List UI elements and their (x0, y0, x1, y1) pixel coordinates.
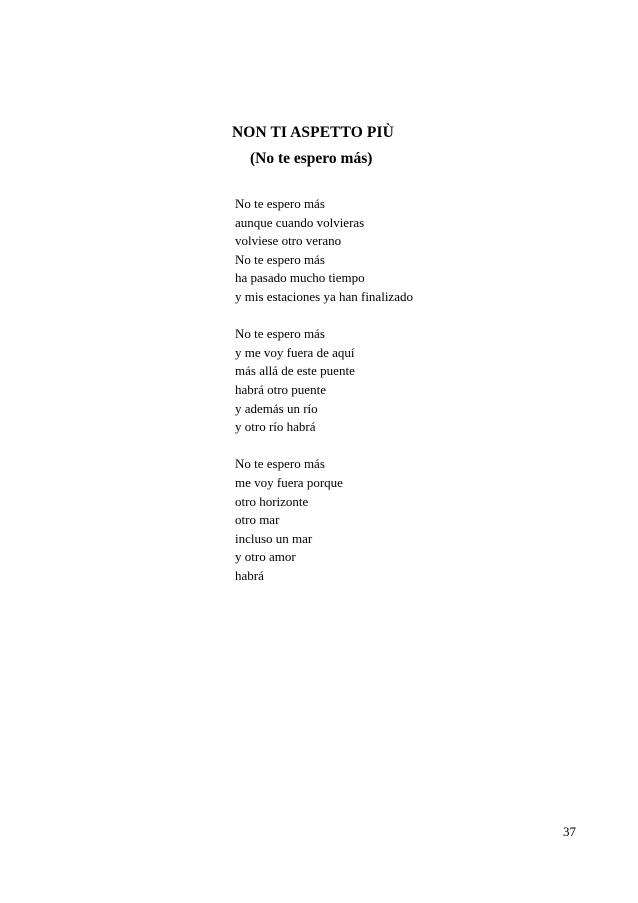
poem-line: y otro río habrá (235, 419, 316, 435)
poem-line: y mis estaciones ya han finalizado (235, 288, 413, 304)
poem-line: otro mar (235, 512, 280, 528)
poem-line: habrá (235, 567, 264, 583)
poem-line: me voy fuera porque (235, 474, 343, 490)
poem-line: No te espero más (235, 326, 325, 342)
poem-line: incluso un mar (235, 530, 313, 546)
poem-line: y me voy fuera de aquí (235, 344, 355, 360)
poem-title: NON TI ASPETTO PIÙ (232, 124, 394, 141)
poem-line: volviese otro verano (235, 233, 342, 249)
poem-line: No te espero más (235, 196, 325, 211)
page-number: 37 (563, 824, 576, 839)
poem-subtitle: (No te espero más) (250, 150, 373, 167)
poem-line: y además un río (235, 400, 318, 416)
poem-line: más allá de este puente (235, 363, 355, 379)
stanza-2 (235, 325, 413, 437)
poem-line: No te espero más (235, 251, 325, 267)
poem-line: y otro amor (235, 549, 296, 565)
poem-line: aunque cuando volvieras (235, 214, 365, 230)
poem-line: No te espero más (235, 456, 325, 472)
poem-line: ha pasado mucho tiempo (235, 270, 365, 286)
poem-line: otro horizonte (235, 493, 309, 509)
poem-body (235, 195, 413, 585)
stanza-3 (235, 455, 413, 585)
poem-line: habrá otro puente (235, 381, 326, 397)
stanza-1 (235, 195, 413, 307)
